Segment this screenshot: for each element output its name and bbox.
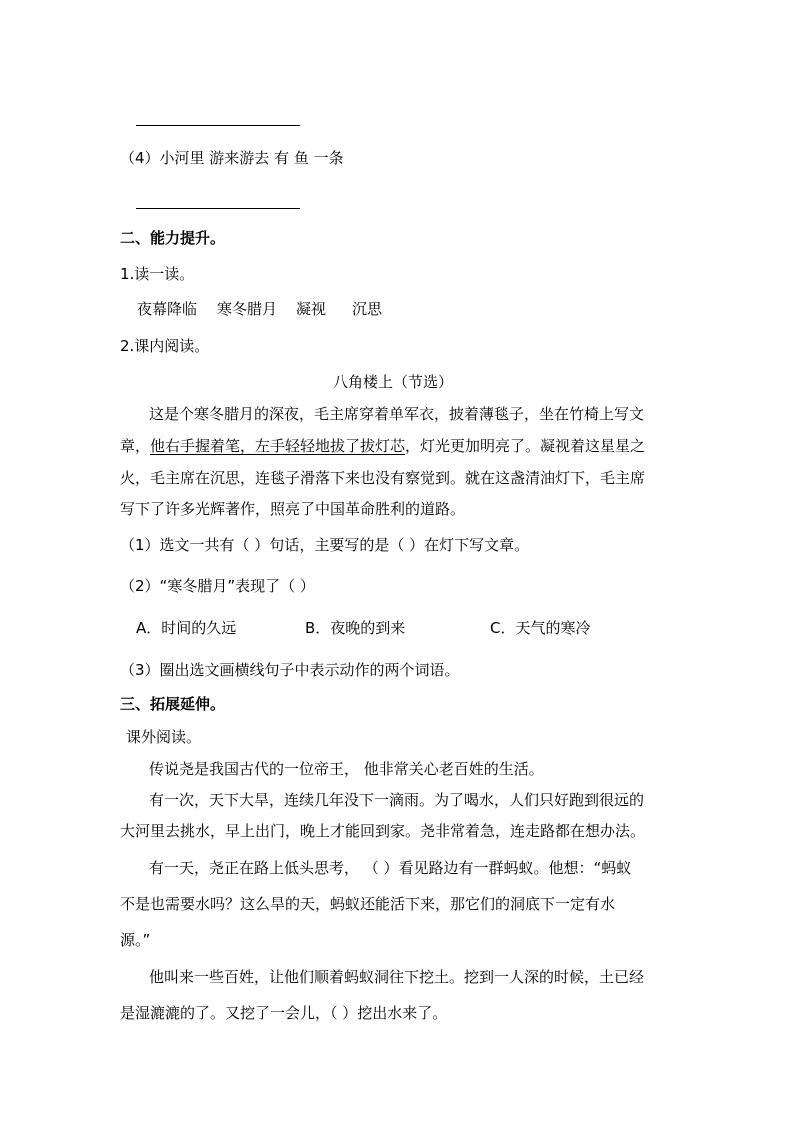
story-p3-line-3: 源。” (120, 931, 151, 949)
passage-line-2-start: 章， (120, 437, 151, 455)
underlined-sentence: 他右手握着笔，左手轻轻地拔了拔灯芯 (150, 437, 406, 455)
word-1: 夜幕降临 (137, 300, 198, 318)
option-b: B．夜晚的到来 (305, 619, 406, 637)
answer-line-4 (136, 208, 300, 209)
story-p2-line-2: 大河里去挑水，早上出门，晚上才能回到家。尧非常着急，连走路都在想办法。 (120, 822, 646, 840)
story-p4-line-1: 他叫来一些百姓，让他们顺着蚂蚁洞往下挖土。挖到一人深的时候，土已经 (149, 968, 645, 986)
passage-line-1: 这是个寒冬腊月的深夜，毛主席穿着单军衣，披着薄毯子，坐在竹椅上写文 (149, 405, 645, 423)
story-p1: 传说尧是我国古代的一位帝王， 他非常关心老百姓的生活。 (149, 760, 544, 778)
word-4: 沉思 (352, 300, 383, 318)
section-2-heading: 二、能力提升。 (120, 229, 226, 247)
story-p4-line-2: 是湿漉漉的了。又挖了一会儿，（ ）挖出水来了。 (120, 1004, 448, 1022)
question-2-1: （1）选文一共有（ ）句话，主要写的是（ ）在灯下写文章。 (120, 536, 530, 554)
question-4: （4）小河里 游来游去 有 鱼 一条 (120, 149, 344, 167)
story-p3-line-2: 不是也需要水吗？这么旱的天，蚂蚁还能活下来，那它们的洞底下一定有水 (120, 895, 616, 913)
passage-title: 八角楼上（节选） (333, 373, 454, 391)
extra-reading-label: 课外阅读。 (126, 728, 202, 746)
answer-line-3 (136, 125, 300, 126)
passage-line-4: 写下了许多光辉著作，照亮了中国革命胜利的道路。 (120, 500, 466, 518)
story-p2-line-1: 有一次，天下大旱，连续几年没下一滴雨。为了喝水，人们只好跑到很远的 (149, 791, 645, 809)
item-1-label: 1.读一读。 (120, 265, 195, 283)
option-a: A．时间的久远 (136, 619, 237, 637)
option-c: C．天气的寒冷 (490, 619, 591, 637)
question-2-3: （3）圈出选文画横线句子中表示动作的两个词语。 (120, 661, 460, 679)
word-2: 寒冬腊月 (217, 300, 278, 318)
section-3-heading: 三、拓展延伸。 (120, 695, 226, 713)
passage-line-3: 火，毛主席在沉思，连毯子滑落下来也没有察觉到。就在这盏清油灯下，毛主席 (120, 469, 646, 487)
word-3: 凝视 (296, 300, 327, 318)
passage-line-2-end: ，灯光更加明亮了。凝视着这星星之 (405, 437, 646, 455)
passage-line-2 (120, 436, 645, 456)
story-p3-line-1: 有一天，尧正在路上低头思考， （ ）看见路边有一群蚂蚁。他想：“蚂蚁 (149, 859, 632, 877)
question-2-2: （2）“寒冬腊月”表现了（ ） (120, 577, 315, 595)
item-2-label: 2.课内阅读。 (120, 337, 210, 355)
